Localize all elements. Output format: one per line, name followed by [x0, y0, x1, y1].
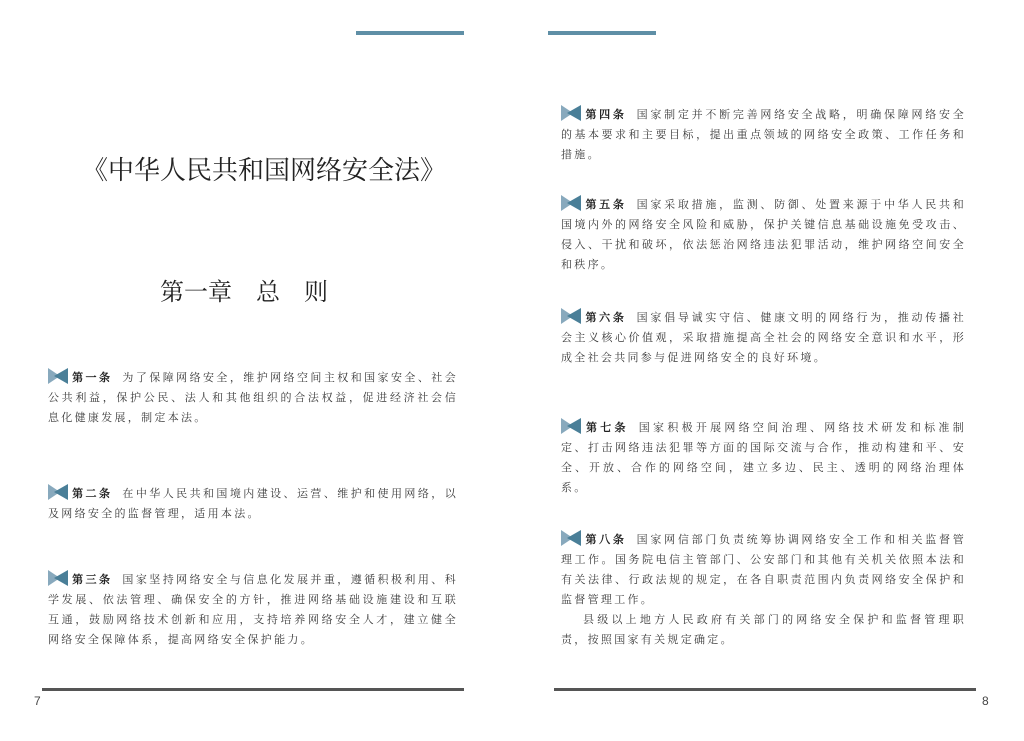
article-text: 国家网信部门负责统筹协调网络安全工作和相关监督管理工作。国务院电信主管部门、公安部门和其他有关机关依照本法和有关法律、行政法规的规定，在各自职责范围内负责网络安全保护和监督管理工作。 [561, 533, 966, 606]
article-7 [561, 418, 966, 498]
article-number: 第四条 [585, 108, 627, 121]
article-number: 第二条 [72, 487, 113, 500]
top-decor-bar-right [548, 31, 656, 35]
article-3 [48, 570, 458, 650]
page-number-left: 7 [34, 694, 41, 708]
article-text: 在中华人民共和国境内建设、运营、维护和使用网络，以及网络安全的监督管理，适用本法。 [48, 487, 459, 520]
footer-rule-right [554, 688, 976, 691]
arrow-marker-icon [561, 418, 583, 434]
article-number: 第三条 [72, 573, 113, 586]
arrow-marker-icon [561, 105, 583, 121]
article-2 [48, 484, 458, 524]
arrow-marker-icon [48, 570, 70, 586]
arrow-marker-icon [561, 530, 583, 546]
arrow-marker-icon [561, 195, 583, 211]
article-text: 国家采取措施，监测、防御、处置来源于中华人民共和国境内外的网络安全风险和威胁，保护关键信息基础设施免受攻击、侵入、干扰和破坏，依法惩治网络违法犯罪活动，维护网络空间安全和秩序。 [561, 198, 966, 271]
article-number: 第一条 [72, 371, 113, 384]
article-5 [561, 195, 966, 275]
chapter-heading: 第一章 总 则 [160, 278, 328, 306]
arrow-marker-icon [561, 308, 583, 324]
article-number: 第六条 [585, 311, 627, 324]
article-number: 第八条 [585, 533, 627, 546]
footer-rule-left [42, 688, 464, 691]
article-number: 第五条 [585, 198, 627, 211]
article-4 [561, 105, 966, 165]
article-text: 为了保障网络安全，维护网络空间主权和国家安全、社会公共利益，保护公民、法人和其他组织的合法权益，促进经济社会信息化健康发展，制定本法。 [48, 371, 459, 424]
article-6 [561, 308, 966, 368]
article-text: 国家倡导诚实守信、健康文明的网络行为，推动传播社会主义核心价值观，采取措施提高全社会的网络安全意识和水平，形成全社会共同参与促进网络安全的良好环境。 [561, 311, 966, 364]
article-8 [561, 530, 966, 650]
article-text-paragraph-2: 县级以上地方人民政府有关部门的网络安全保护和监督管理职责，按照国家有关规定确定。 [561, 613, 966, 646]
document-title: 《中华人民共和国网络安全法》 [82, 156, 447, 186]
article-number: 第七条 [585, 421, 629, 434]
top-decor-bar-left [356, 31, 464, 35]
article-text: 国家坚持网络安全与信息化发展并重，遵循积极利用、科学发展、依法管理、确保安全的方针，推进网络基础设施建设和互联互通，鼓励网络技术创新和应用，支持培养网络安全人才，建立健全网络安全保障体系，提高网络安全保护能力。 [48, 573, 459, 646]
page-number-right: 8 [982, 694, 989, 708]
arrow-marker-icon [48, 368, 70, 384]
article-text: 国家积极开展网络空间治理、网络技术研发和标准制定、打击网络违法犯罪等方面的国际交流与合作，推动构建和平、安全、开放、合作的网络空间，建立多边、民主、透明的网络治理体系。 [561, 421, 966, 494]
article-text: 国家制定并不断完善网络安全战略，明确保障网络安全的基本要求和主要目标，提出重点领域的网络安全政策、工作任务和措施。 [561, 108, 966, 161]
arrow-marker-icon [48, 484, 70, 500]
article-1 [48, 368, 458, 428]
